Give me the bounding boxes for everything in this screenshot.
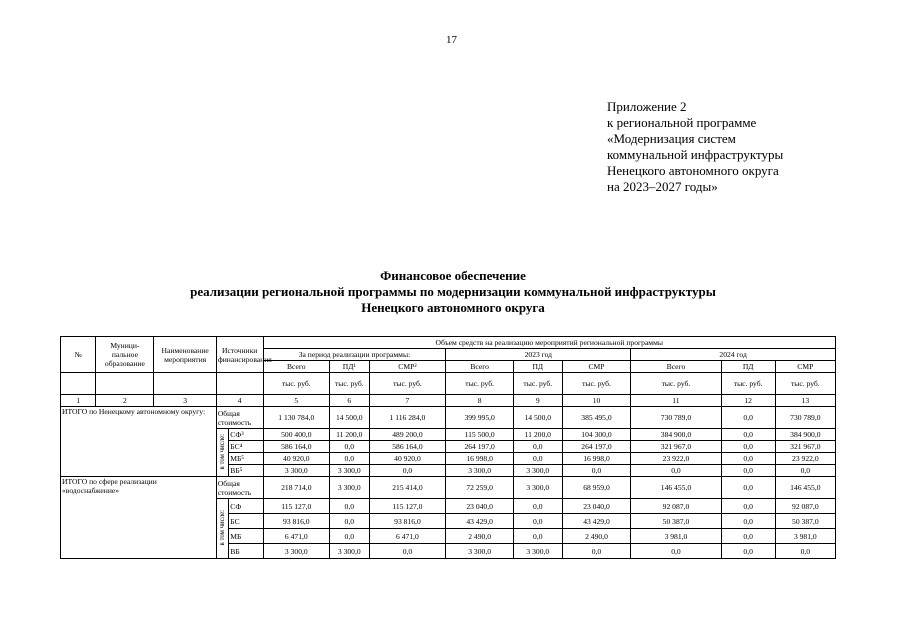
value-cell: 0,0: [721, 407, 775, 429]
value-cell: 218 714,0: [263, 477, 329, 499]
value-cell: 2 490,0: [562, 529, 631, 544]
value-cell: 0,0: [721, 465, 775, 477]
value-cell: 399 995,0: [446, 407, 514, 429]
header-volume: Объем средств на реализацию мероприятий региональной программы: [263, 337, 835, 349]
value-cell: 3 300,0: [330, 477, 369, 499]
value-cell: 115 127,0: [369, 499, 446, 514]
financing-table: [60, 336, 836, 559]
column-number: 13: [775, 395, 835, 407]
table-row-total: [61, 407, 836, 429]
appendix-line: Ненецкого автономного округа: [607, 163, 779, 178]
value-cell: 40 920,0: [369, 453, 446, 465]
value-cell: 3 300,0: [446, 544, 514, 559]
unit-label: тыс. руб.: [446, 373, 514, 395]
header-spacer: [96, 373, 154, 395]
appendix-line: Приложение 2: [607, 99, 687, 114]
value-cell: 3 300,0: [513, 477, 562, 499]
value-cell: 0,0: [513, 514, 562, 529]
value-cell: 264 197,0: [562, 441, 631, 453]
value-cell: 3 300,0: [330, 465, 369, 477]
value-cell: 0,0: [369, 544, 446, 559]
value-cell: 92 087,0: [631, 499, 721, 514]
value-cell: 92 087,0: [775, 499, 835, 514]
value-cell: 23 922,0: [775, 453, 835, 465]
value-cell: 489 200,0: [369, 429, 446, 441]
value-cell: 3 981,0: [631, 529, 721, 544]
in-that-number-label: [216, 499, 228, 559]
value-cell: 0,0: [775, 544, 835, 559]
header-2023: 2023 год: [446, 349, 631, 361]
header-total: Всего: [263, 361, 329, 373]
page-number: 17: [446, 34, 457, 46]
title-line: Ненецкого автономного округа: [361, 300, 545, 315]
unit-label: тыс. руб.: [369, 373, 446, 395]
value-cell: 115 500,0: [446, 429, 514, 441]
source-code: МБ: [229, 529, 263, 544]
value-cell: 68 959,0: [562, 477, 631, 499]
header-spacer: [61, 373, 96, 395]
in-that-number-label: [216, 429, 228, 477]
section-label: ИТОГО по Ненецкому автономному округу:: [61, 407, 217, 477]
value-cell: 14 500,0: [330, 407, 369, 429]
value-cell: 0,0: [721, 477, 775, 499]
value-cell: 43 429,0: [446, 514, 514, 529]
value-cell: 93 816,0: [369, 514, 446, 529]
value-cell: 500 400,0: [263, 429, 329, 441]
value-cell: 23 922,0: [631, 453, 721, 465]
source-code: ВБ⁵: [229, 465, 263, 477]
value-cell: 0,0: [631, 544, 721, 559]
value-cell: 3 300,0: [330, 544, 369, 559]
header-num: №: [61, 337, 96, 373]
value-cell: 0,0: [721, 529, 775, 544]
value-cell: 1 130 784,0: [263, 407, 329, 429]
value-cell: 0,0: [369, 465, 446, 477]
value-cell: 50 387,0: [631, 514, 721, 529]
header-spacer: [216, 373, 263, 395]
unit-label: тыс. руб.: [721, 373, 775, 395]
document-title: [0, 268, 906, 316]
value-cell: 384 900,0: [775, 429, 835, 441]
value-cell: 0,0: [330, 499, 369, 514]
value-cell: 321 967,0: [775, 441, 835, 453]
header-smr: СМР: [562, 361, 631, 373]
unit-label: тыс. руб.: [330, 373, 369, 395]
value-cell: 0,0: [721, 544, 775, 559]
header-pd: ПД: [513, 361, 562, 373]
appendix-line: на 2023–2027 годы»: [607, 179, 718, 194]
column-number: 12: [721, 395, 775, 407]
column-number: 6: [330, 395, 369, 407]
value-cell: 3 300,0: [263, 465, 329, 477]
header-total: Всего: [446, 361, 514, 373]
header-spacer: [154, 373, 216, 395]
appendix-line: коммунальной инфраструктуры: [607, 147, 784, 162]
source-code: СФ³: [229, 429, 263, 441]
header-municipality: Муници-пальное образование: [96, 337, 154, 373]
value-cell: 0,0: [562, 465, 631, 477]
title-line: Финансовое обеспечение: [380, 268, 526, 283]
value-cell: 0,0: [513, 441, 562, 453]
value-cell: 3 981,0: [775, 529, 835, 544]
header-sources: Источники финансирования: [216, 337, 263, 373]
value-cell: 16 998,0: [446, 453, 514, 465]
value-cell: 93 816,0: [263, 514, 329, 529]
value-cell: 3 300,0: [263, 544, 329, 559]
value-cell: 586 164,0: [369, 441, 446, 453]
value-cell: 3 300,0: [513, 465, 562, 477]
header-total: Всего: [631, 361, 721, 373]
appendix-note: [607, 99, 783, 195]
value-cell: 384 900,0: [631, 429, 721, 441]
value-cell: 321 967,0: [631, 441, 721, 453]
unit-label: тыс. руб.: [631, 373, 721, 395]
value-cell: 23 040,0: [446, 499, 514, 514]
value-cell: 0,0: [513, 529, 562, 544]
value-cell: 0,0: [330, 529, 369, 544]
value-cell: 11 200,0: [330, 429, 369, 441]
unit-label: тыс. руб.: [775, 373, 835, 395]
column-number: 10: [562, 395, 631, 407]
value-cell: 0,0: [721, 499, 775, 514]
column-number: 1: [61, 395, 96, 407]
value-cell: 146 455,0: [775, 477, 835, 499]
source-code: БС⁴: [229, 441, 263, 453]
source-total-label: Общая стоимость: [216, 407, 263, 429]
column-number: 3: [154, 395, 216, 407]
value-cell: 3 300,0: [446, 465, 514, 477]
value-cell: 0,0: [721, 429, 775, 441]
value-cell: 0,0: [631, 465, 721, 477]
header-2024: 2024 год: [631, 349, 836, 361]
source-code: МБ⁵: [229, 453, 263, 465]
value-cell: 146 455,0: [631, 477, 721, 499]
column-number: 5: [263, 395, 329, 407]
value-cell: 6 471,0: [369, 529, 446, 544]
unit-label: тыс. руб.: [562, 373, 631, 395]
value-cell: 0,0: [721, 453, 775, 465]
table-body: [61, 407, 836, 559]
column-number: 4: [216, 395, 263, 407]
in-that-number-text: в том числе:: [218, 433, 226, 470]
value-cell: 0,0: [330, 453, 369, 465]
value-cell: 264 197,0: [446, 441, 514, 453]
value-cell: 6 471,0: [263, 529, 329, 544]
unit-label: тыс. руб.: [513, 373, 562, 395]
value-cell: 115 127,0: [263, 499, 329, 514]
value-cell: 0,0: [775, 465, 835, 477]
source-code: СФ: [229, 499, 263, 514]
header-smr: СМР²: [369, 361, 446, 373]
header-pd: ПД: [721, 361, 775, 373]
value-cell: 730 789,0: [775, 407, 835, 429]
value-cell: 3 300,0: [513, 544, 562, 559]
unit-label: тыс. руб.: [263, 373, 329, 395]
value-cell: 0,0: [513, 499, 562, 514]
value-cell: 0,0: [513, 453, 562, 465]
value-cell: 14 500,0: [513, 407, 562, 429]
value-cell: 43 429,0: [562, 514, 631, 529]
source-code: ВБ: [229, 544, 263, 559]
value-cell: 586 164,0: [263, 441, 329, 453]
value-cell: 730 789,0: [631, 407, 721, 429]
header-smr: СМР: [775, 361, 835, 373]
value-cell: 0,0: [721, 514, 775, 529]
header-activity: Наименование мероприятия: [154, 337, 216, 373]
column-number: 9: [513, 395, 562, 407]
appendix-line: «Модернизация систем: [607, 131, 736, 146]
section-label: ИТОГО по сфере реализации «водоснабжение»: [61, 477, 217, 559]
value-cell: 11 200,0: [513, 429, 562, 441]
value-cell: 215 414,0: [369, 477, 446, 499]
header-pd: ПД¹: [330, 361, 369, 373]
value-cell: 104 300,0: [562, 429, 631, 441]
value-cell: 1 116 284,0: [369, 407, 446, 429]
value-cell: 2 490,0: [446, 529, 514, 544]
table-row-total: [61, 477, 836, 499]
value-cell: 16 998,0: [562, 453, 631, 465]
value-cell: 23 040,0: [562, 499, 631, 514]
value-cell: 0,0: [330, 514, 369, 529]
value-cell: 0,0: [721, 441, 775, 453]
value-cell: 0,0: [562, 544, 631, 559]
value-cell: 72 259,0: [446, 477, 514, 499]
column-number: 2: [96, 395, 154, 407]
value-cell: 385 495,0: [562, 407, 631, 429]
source-code: БС: [229, 514, 263, 529]
value-cell: 0,0: [330, 441, 369, 453]
title-line: реализации региональной программы по модернизации коммунальной инфраструктуры: [190, 284, 716, 299]
in-that-number-text: в том числе:: [218, 509, 226, 546]
source-total-label: Общая стоимость: [216, 477, 263, 499]
appendix-line: к региональной программе: [607, 115, 757, 130]
header-period: За период реализации программы:: [263, 349, 446, 361]
column-number: 8: [446, 395, 514, 407]
column-number: 11: [631, 395, 721, 407]
value-cell: 40 920,0: [263, 453, 329, 465]
value-cell: 50 387,0: [775, 514, 835, 529]
column-number: 7: [369, 395, 446, 407]
